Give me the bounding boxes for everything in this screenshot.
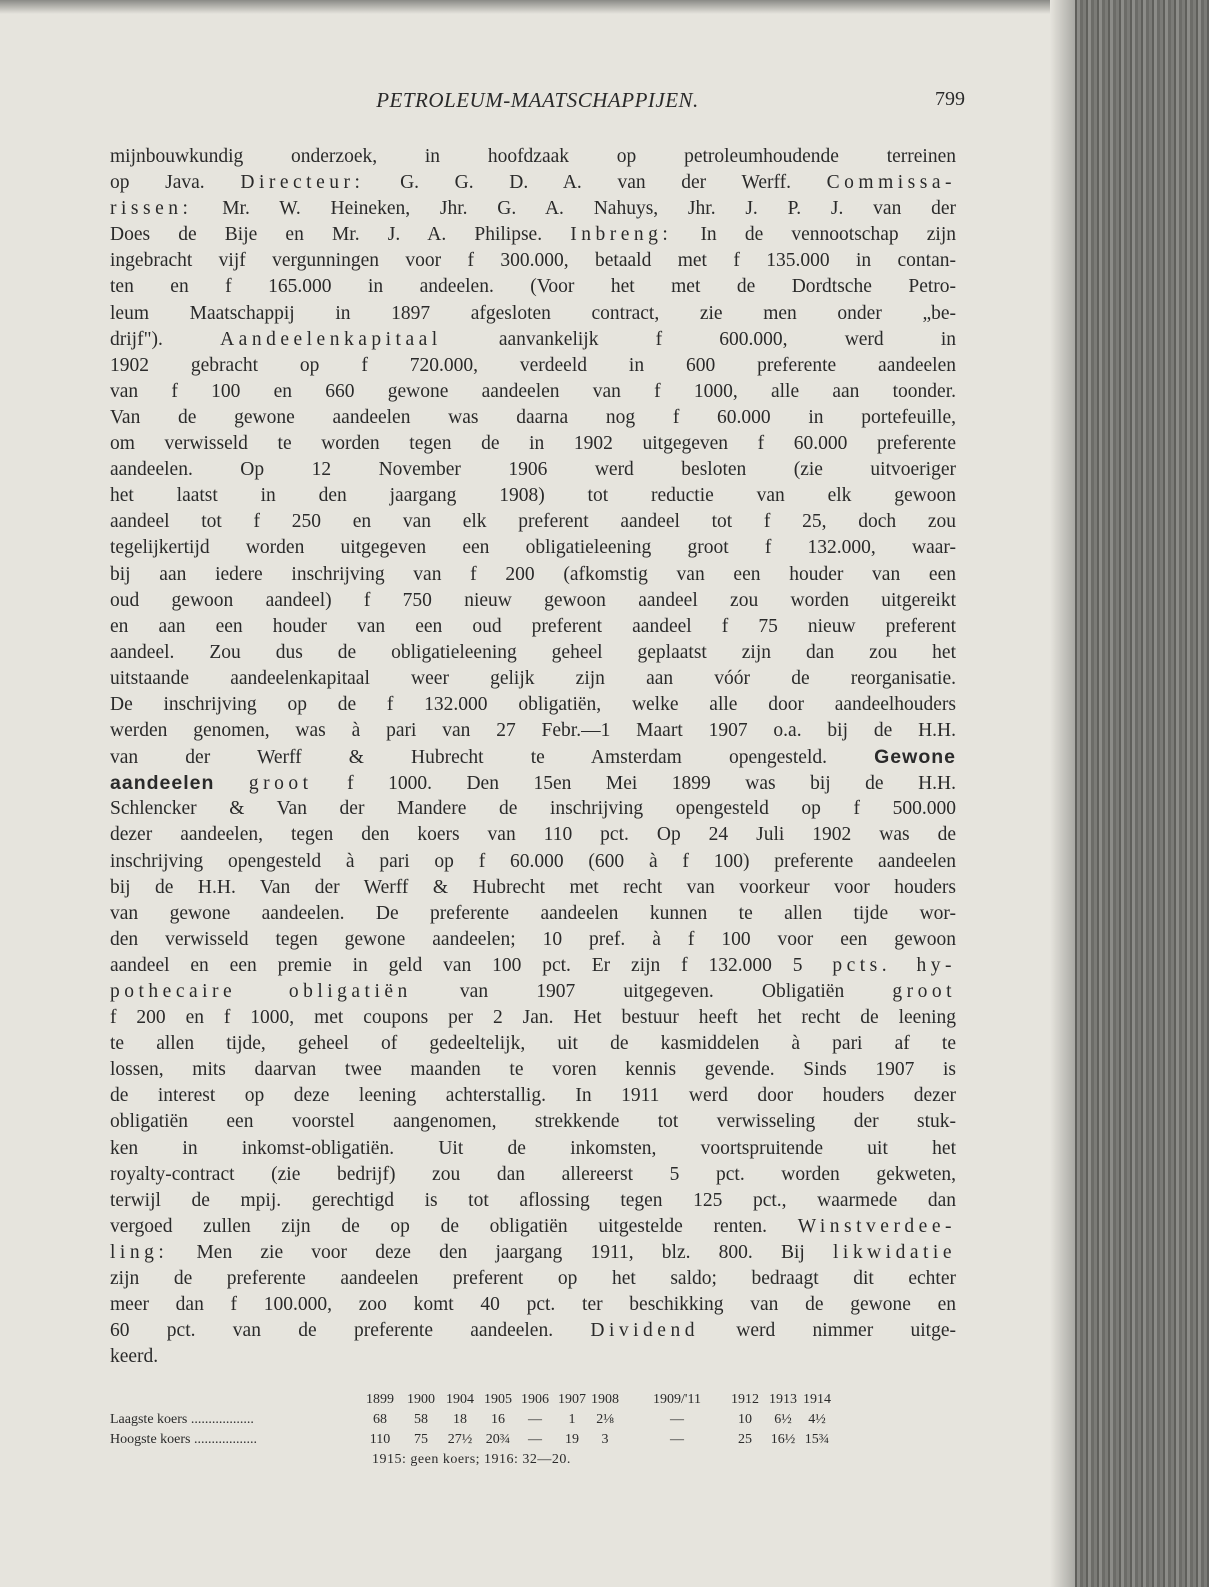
text-segment: f 1000. Den 15en Mei 1899 was bij de H.H.: [312, 773, 957, 795]
text-segment: om verwisseld te worden tegen de in 1902 uitgegeven f 60.000 preferente: [110, 433, 956, 455]
table-cell: 25: [738, 1432, 752, 1447]
text-segment: werd nimmer uitge-: [698, 1320, 956, 1342]
text-line: [110, 718, 956, 744]
text-segment: 60 pct. van de preferente aandeelen.: [110, 1320, 591, 1342]
year-header: 1904: [446, 1392, 474, 1407]
text-segment: aandeelen. Op 12 November 1906 werd besloten (zie uitvoeriger: [110, 459, 956, 481]
text-line: [110, 744, 956, 770]
table-cell: 16½: [770, 1432, 796, 1447]
text-line: [110, 1136, 956, 1162]
text-segment: Men zie voor deze den jaargang 1911, blz. 800. Bij: [168, 1241, 834, 1263]
table-cell: —: [670, 1412, 684, 1427]
text-line: [110, 483, 956, 509]
row-label: Laagste koers ..................: [110, 1412, 254, 1427]
text-line: [110, 875, 956, 901]
text-segment: van 1907 uitgegeven. Obligatiën: [411, 981, 893, 1002]
spaced-term: Dividend: [590, 1320, 699, 1342]
text-line: [110, 170, 956, 196]
text-segment: Van de gewone aandeelen was daarna nog f 60.000 in portefeuille,: [110, 406, 956, 428]
text-line: [110, 692, 956, 718]
book-page-edges: [1050, 0, 1209, 1587]
table-header-row: [110, 1390, 950, 1410]
text-segment: werden genomen, was à pari van 27 Febr.—1 Maart 1907 o.a. bij de H.H.: [110, 720, 956, 742]
spaced-term: groot: [248, 773, 313, 795]
text-segment: drijf").: [110, 328, 221, 350]
text-line: [110, 588, 956, 614]
text-segment: ten en f 165.000 in andeelen. (Voor het met de Dordtsche Petro-: [110, 276, 956, 298]
text-line: [110, 509, 956, 535]
text-segment: aandeel. Zou dus de obligatieleening geheel geplaatst zijn dan zou het: [110, 641, 956, 663]
text-segment: te allen tijde, geheel of gedeeltelijk, uit de kasmiddelen à pari af te: [110, 1033, 956, 1055]
text-segment: Mr. W. Heineken, Jhr. G. A. Nahuys, Jhr. J. P. J. van der: [192, 198, 956, 220]
text-line: [110, 666, 956, 692]
text-line: [110, 1031, 956, 1057]
text-segment: inschrijving opengesteld à pari op f 60.000 (600 à f 100) preferente aandeelen: [110, 850, 956, 872]
bold-heading: aandeelen: [110, 772, 215, 795]
text-line: [110, 405, 956, 431]
koers-footnote: 1915: geen koers; 1916: 32—20.: [372, 1452, 571, 1467]
text-segment: oud gewoon aandeel) f 750 nieuw gewoon aandeel zou worden uitgereikt: [110, 589, 956, 611]
table-cell: 68: [373, 1412, 387, 1427]
spaced-term: Inbreng:: [570, 224, 673, 246]
table-row: [110, 1410, 950, 1430]
text-segment: f 200 en f 1000, met coupons per 2 Jan. Het bestuur heeft het recht de leening: [110, 1007, 956, 1029]
text-segment: lossen, mits daarvan twee maanden te voren kennis gevende. Sinds 1907 is: [110, 1059, 956, 1081]
text-line: [110, 301, 956, 327]
text-segment: De inschrijving op de f 132.000 obligatiën, welke alle door aandeelhouders: [110, 693, 956, 715]
table-cell: 58: [414, 1412, 428, 1427]
text-line: [110, 1005, 956, 1031]
table-cell: 15¾: [804, 1432, 830, 1447]
table-cell: 16: [491, 1412, 505, 1427]
text-line: [110, 144, 956, 170]
table-cell: —: [528, 1432, 542, 1447]
page-number: 799: [935, 88, 965, 110]
table-cell: —: [528, 1412, 542, 1427]
text-line: [110, 927, 956, 953]
text-line: [110, 535, 956, 561]
text-line: [110, 1214, 956, 1240]
text-segment: leum Maatschappij in 1897 afgesloten contract, zie men onder „be-: [110, 302, 956, 324]
text-line: [110, 222, 956, 248]
spaced-term: Winstverdee-: [797, 1215, 956, 1237]
body-text: [110, 144, 956, 1370]
text-line: [110, 431, 956, 457]
table-row: [110, 1430, 950, 1450]
text-segment: van f 100 en 660 gewone aandeelen van f 1000, alle aan toonder.: [110, 380, 956, 402]
text-line: [110, 1318, 956, 1344]
text-segment: van gewone aandeelen. De preferente aandeelen kunnen te allen tijde wor-: [110, 902, 956, 924]
text-segment: royalty-contract (zie bedrijf) zou dan allereerst 5 pct. worden gekweten,: [110, 1163, 956, 1185]
text-line: [110, 953, 956, 979]
text-line: [110, 796, 956, 822]
spaced-term: Commissa-: [826, 172, 956, 194]
table-cell: 6½: [774, 1412, 792, 1427]
text-line: [110, 1292, 956, 1318]
text-line: [110, 1162, 956, 1188]
text-line: [110, 1240, 956, 1266]
spaced-term: Aandeelenkapitaal: [220, 328, 442, 350]
text-segment: Does de Bije en Mr. J. A. Philipse.: [110, 224, 571, 246]
spaced-term: 5 pcts. hy-: [792, 954, 957, 976]
text-line: [110, 1344, 956, 1370]
year-header: 1905: [484, 1392, 512, 1407]
text-line: [110, 353, 956, 379]
text-segment: tegelijkertijd worden uitgegeven een obligatieleening groot f 132.000, waar-: [110, 537, 956, 559]
text-segment: den verwisseld tegen gewone aandeelen; 10 pref. à f 100 voor een gewoon: [110, 928, 956, 950]
table-cell: 18: [453, 1412, 467, 1427]
text-segment: dezer aandeelen, tegen den koers van 110 pct. Op 24 Juli 1902 was de: [110, 824, 956, 846]
text-line: [110, 562, 956, 588]
year-header: 1909/'11: [653, 1392, 701, 1407]
text-segment: ingebracht vijf vergunningen voor f 300.000, betaald met f 135.000 in contan-: [110, 250, 956, 272]
text-segment: aandeel tot f 250 en van elk preferent aandeel tot f 25, doch zou: [110, 511, 956, 533]
text-line: [110, 770, 956, 796]
text-line: [110, 640, 956, 666]
text-segment: In de vennootschap zijn: [672, 224, 956, 246]
text-line: [110, 901, 956, 927]
year-header: 1907: [558, 1392, 586, 1407]
table-cell: 3: [601, 1432, 609, 1447]
year-header: 1913: [769, 1392, 797, 1407]
text-segment: vergoed zullen zijn de op de obligatiën uitgestelde renten.: [110, 1215, 798, 1237]
text-segment: het laatst in den jaargang 1908) tot reductie van elk gewoon: [110, 485, 956, 507]
spaced-term: likwidatie: [833, 1241, 956, 1263]
text-line: [110, 379, 956, 405]
text-line: [110, 327, 956, 353]
table-cell: 75: [414, 1432, 428, 1447]
table-cell: 19: [565, 1432, 579, 1447]
year-header: 1912: [731, 1392, 759, 1407]
text-segment: [214, 773, 249, 794]
text-segment: ken in inkomst-obligatiën. Uit de inkomsten, voortspruitende uit het: [110, 1137, 956, 1159]
text-segment: aandeel en een premie in geld van 100 pct. Er zijn f 132.000: [110, 954, 793, 976]
text-segment: 1902 gebracht op f 720.000, verdeeld in 600 preferente aandeelen: [110, 354, 956, 376]
text-line: [110, 614, 956, 640]
text-segment: Schlencker & Van der Mandere de inschrijving opengesteld op f 500.000: [110, 798, 956, 820]
text-segment: zijn de preferente aandeelen preferent op het saldo; bedraagt dit echter: [110, 1268, 956, 1290]
year-header: 1906: [521, 1392, 549, 1407]
text-line: [110, 1266, 956, 1292]
text-segment: obligatiën een voorstel aangenomen, strekkende tot verwisseling der stuk-: [110, 1111, 956, 1133]
text-line: [110, 822, 956, 848]
text-segment: terwijl de mpij. gerechtigd is tot aflossing tegen 125 pct., waarmede dan: [110, 1189, 956, 1211]
spaced-term: groot: [892, 981, 956, 1002]
text-segment: van der Werff & Hubrecht te Amsterdam opengesteld.: [110, 747, 875, 769]
text-segment: op Java.: [110, 172, 241, 194]
bold-heading: Gewone: [874, 746, 956, 769]
text-segment: mijnbouwkundig onderzoek, in hoofdzaak op petroleumhoudende terreinen: [110, 146, 956, 167]
spaced-term: rissen:: [110, 198, 193, 220]
text-line: [110, 979, 956, 1005]
table-cell: 110: [369, 1432, 391, 1447]
text-line: [110, 1083, 956, 1109]
running-header: [110, 88, 965, 116]
text-line: [110, 196, 956, 222]
scan-top-shadow: [0, 0, 1209, 14]
text-line: [110, 457, 956, 483]
text-line: [110, 1057, 956, 1083]
text-line: [110, 1188, 956, 1214]
year-header: 1914: [803, 1392, 831, 1407]
text-line: [110, 274, 956, 300]
table-cell: —: [670, 1432, 684, 1447]
text-segment: bij de H.H. Van der Werff & Hubrecht met recht van voorkeur voor houders: [110, 876, 956, 898]
year-header: 1900: [407, 1392, 435, 1407]
table-cell: 10: [738, 1412, 752, 1427]
table-cell: 20¾: [485, 1432, 511, 1447]
text-line: [110, 1109, 956, 1135]
year-header: 1908: [591, 1392, 619, 1407]
text-segment: G. G. D. A. van der Werff.: [364, 172, 827, 194]
koers-table: [110, 1390, 950, 1450]
text-segment: keerd.: [110, 1346, 159, 1368]
spaced-term: pothecaire obligatiën: [110, 981, 412, 1002]
table-cell: 1: [568, 1412, 576, 1427]
text-segment: de interest op deze leening achterstallig. In 1911 werd door houders dezer: [110, 1085, 956, 1107]
text-line: [110, 248, 956, 274]
text-segment: bij aan iedere inschrijving van f 200 (afkomstig van een houder van een: [110, 563, 956, 585]
text-segment: aanvankelijk f 600.000, werd in: [441, 328, 957, 350]
text-segment: meer dan f 100.000, zoo komt 40 pct. ter beschikking van de gewone en: [110, 1294, 956, 1316]
table-cell: 4½: [808, 1412, 826, 1427]
text-segment: uitstaande aandeelenkapitaal weer gelijk zijn aan vóór de reorganisatie.: [110, 667, 956, 689]
year-header: 1899: [366, 1392, 394, 1407]
table-cell: 2⅛: [596, 1412, 614, 1427]
spaced-term: Directeur:: [240, 172, 365, 194]
row-label: Hoogste koers ..................: [110, 1432, 257, 1447]
running-title: PETROLEUM-MAATSCHAPPIJEN.: [376, 88, 699, 112]
table-cell: 27½: [447, 1432, 473, 1447]
text-segment: en aan een houder van een oud preferent aandeel f 75 nieuw preferent: [110, 615, 956, 637]
text-line: [110, 849, 956, 875]
spaced-term: ling:: [110, 1241, 169, 1263]
